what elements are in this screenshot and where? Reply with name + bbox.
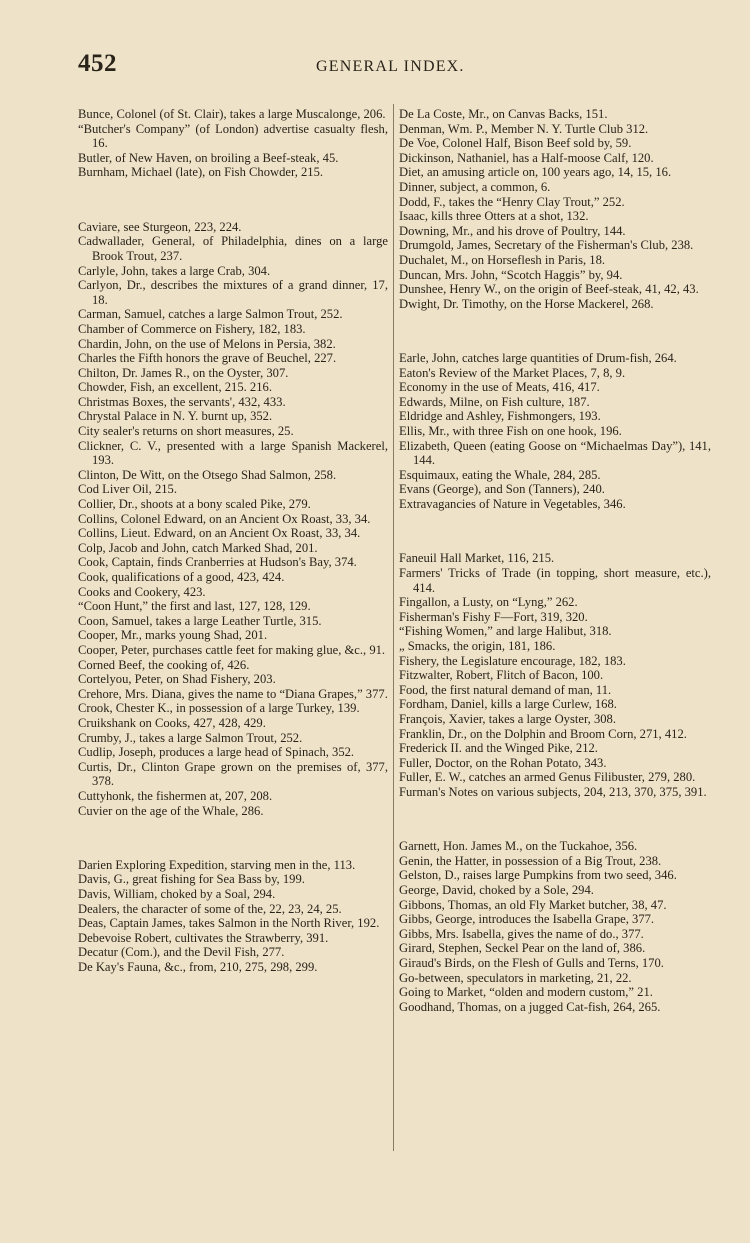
index-entry: Denman, Wm. P., Member N. Y. Turtle Club 312. [399, 121, 649, 136]
index-entry: Furman's Notes on various subjects, 204, 213, 370, 375, 391. [399, 784, 707, 799]
index-entry: “Butcher's Company” (of London) advertise casualty flesh, 16. [78, 121, 388, 151]
index-entry: Eldridge and Ashley, Fishmongers, 193. [399, 409, 601, 424]
index-entry: Darien Exploring Expedition, starving men in the, 113. [78, 857, 356, 872]
letter-section-gap [399, 812, 711, 827]
index-entry: Dodd, F., takes the “Henry Clay Trout,” 252. [399, 194, 625, 209]
index-entry: Go-between, speculators in marketing, 21, 22. [399, 970, 632, 985]
index-entry: Chrystal Palace in N. Y. burnt up, 352. [78, 409, 273, 424]
index-entry: Dinner, subject, a common, 6. [399, 179, 551, 194]
index-entry: Duchalet, M., on Horseflesh in Paris, 18. [399, 252, 606, 267]
index-entry: Crook, Chester K., in possession of a large Turkey, 139. [78, 701, 360, 716]
index-entry: Chardin, John, on the use of Melons in Persia, 382. [78, 336, 336, 351]
index-column-right [399, 107, 711, 1014]
index-entry: Gibbs, George, introduces the Isabella Grape, 377. [399, 912, 655, 927]
letter-section-gap [399, 324, 711, 339]
index-entry: Gelston, D., raises large Pumpkins from two seed, 346. [399, 868, 677, 883]
index-entry: Fuller, Doctor, on the Rohan Potato, 343. [399, 755, 607, 770]
index-entry: Ellis, Mr., with three Fish on one hook, 196. [399, 424, 622, 439]
index-entry: Cook, qualifications of a good, 423, 424. [78, 570, 285, 584]
index-entry: Cuvier on the age of the Whale, 286. [78, 803, 264, 818]
index-entry: Garnett, Hon. James M., on the Tuckahoe, 356. [399, 839, 638, 854]
index-entry: Cuttyhonk, the fishermen at, 207, 208. [78, 788, 273, 803]
letter-section-gap [399, 524, 711, 539]
index-entry: Genin, the Hatter, in possession of a Big Trout, 238. [399, 853, 662, 868]
index-entry: Carman, Samuel, catches a large Salmon Trout, 252. [78, 307, 343, 322]
index-entry: Cooks and Cookery, 423. [78, 584, 206, 599]
index-entry: Economy in the use of Meats, 416, 417. [399, 380, 600, 395]
index-entry: “Fishing Women,” and large Halibut, 318. [399, 624, 612, 639]
index-entry: Carlyle, John, takes a large Crab, 304. [78, 263, 271, 278]
index-entry: Davis, William, choked by a Soal, 294. [78, 887, 276, 902]
index-entry: Frederick II. and the Winged Pike, 212. [399, 741, 598, 756]
index-entry: Davis, G., great fishing for Sea Bass by, 199. [78, 872, 305, 887]
index-entry: City sealer's returns on short measures, 25. [78, 424, 294, 439]
index-entry: Cruikshank on Cooks, 427, 428, 429. [78, 715, 266, 730]
index-entry: Caviare, see Sturgeon, 223, 224. [78, 219, 242, 234]
index-entry: Decatur (Com.), and the Devil Fish, 277. [78, 945, 285, 960]
index-entry: Cadwallader, General, of Philadelphia, dines on a large Brook Trout, 237. [78, 234, 388, 263]
index-entry: Cod Liver Oil, 215. [78, 482, 177, 497]
index-entry: Extravagancies of Nature in Vegetables, 346. [399, 497, 626, 512]
index-entry: Edwards, Milne, on Fish culture, 187. [399, 394, 590, 409]
index-entry: Diet, an amusing article on, 100 years ago, 14, 15, 16. [399, 165, 672, 180]
index-entry: Bunce, Colonel (of St. Clair), takes a large Muscalonge, 206. [78, 107, 386, 121]
index-entry: Charles the Fifth honors the grave of Beuchel, 227. [78, 351, 337, 366]
index-entry: Cooper, Mr., marks young Shad, 201. [78, 628, 268, 643]
index-entry: Farmers' Tricks of Trade (in topping, short measure, etc.), 414. [399, 566, 711, 595]
index-entry: Crehore, Mrs. Diana, gives the name to “Diana Grapes,” 377. [78, 686, 388, 701]
index-entry: Chilton, Dr. James R., on the Oyster, 307. [78, 365, 289, 380]
index-entry: Clickner, C. V., presented with a large Spanish Mackerel, 193. [78, 438, 388, 468]
letter-section-gap [78, 193, 388, 208]
index-entry: Food, the first natural demand of man, 11. [399, 682, 612, 697]
index-entry: Coon, Samuel, takes a large Leather Turtle, 315. [78, 613, 322, 628]
index-entry: Fisherman's Fishy F—Fort, 319, 320. [399, 609, 588, 624]
index-entry: Drumgold, James, Secretary of the Fisherman's Club, 238. [399, 238, 694, 253]
running-head: GENERAL INDEX. [316, 58, 465, 75]
index-entry: Collins, Lieut. Edward, on an Ancient Ox Roast, 33, 34. [78, 526, 361, 541]
index-entry: Gibbons, Thomas, an old Fly Market butcher, 38, 47. [399, 897, 667, 912]
index-entry: Downing, Mr., and his drove of Poultry, 144. [399, 223, 626, 238]
index-entry: Evans (George), and Son (Tanners), 240. [399, 482, 605, 497]
index-entry: Fuller, E. W., catches an armed Genus Filibuster, 279, 280. [399, 770, 696, 785]
index-entry: Clinton, De Witt, on the Otsego Shad Salmon, 258. [78, 467, 337, 482]
index-column-left [78, 107, 388, 975]
index-entry: Colp, Jacob and John, catch Marked Shad, 201. [78, 540, 318, 555]
index-entry: Esquimaux, eating the Whale, 284, 285. [399, 467, 601, 482]
index-entry: Gibbs, Mrs. Isabella, gives the name of do., 377. [399, 926, 644, 941]
index-entry: Butler, of New Haven, on broiling a Beef-steak, 45. [78, 150, 339, 165]
index-entry: Giraud's Birds, on the Flesh of Gulls and Terns, 170. [399, 956, 664, 971]
index-entry: Eaton's Review of the Market Places, 7, 8, 9. [399, 365, 626, 380]
index-entry: François, Xavier, takes a large Oyster, 308. [399, 711, 616, 726]
index-entry: Fingallon, a Lusty, on “Lyng,” 262. [399, 595, 578, 610]
index-entry: Crumby, J., takes a large Salmon Trout, 252. [78, 730, 303, 745]
index-entry: Curtis, Dr., Clinton Grape grown on the premises of, 377, 378. [78, 759, 388, 789]
page-header [78, 50, 712, 84]
index-entry: Deas, Captain James, takes Salmon in the North River, 192. [78, 916, 380, 931]
index-entry: George, David, choked by a Sole, 294. [399, 883, 594, 898]
letter-section-gap [78, 831, 388, 846]
index-entry: Fishery, the Legislature encourage, 182, 183. [399, 653, 626, 668]
index-entry: Faneuil Hall Market, 116, 215. [399, 551, 555, 566]
index-entry: Franklin, Dr., on the Dolphin and Broom Corn, 271, 412. [399, 726, 687, 741]
index-entry: Cudlip, Joseph, produces a large head of Spinach, 352. [78, 745, 355, 760]
index-entry: Christmas Boxes, the servants', 432, 433. [78, 394, 286, 409]
index-entry: „ Smacks, the origin, 181, 186. [399, 638, 556, 653]
index-entry: Collins, Colonel Edward, on an Ancient Ox Roast, 33, 34. [78, 511, 371, 526]
index-entry: Cortelyou, Peter, on Shad Fishery, 203. [78, 672, 276, 687]
index-entry: Debevoise Robert, cultivates the Strawberry, 391. [78, 930, 329, 945]
index-entry: Fitzwalter, Robert, Flitch of Bacon, 100. [399, 668, 604, 683]
index-entry: Dealers, the character of some of the, 22, 23, 24, 25. [78, 901, 342, 916]
index-entry: Corned Beef, the cooking of, 426. [78, 657, 250, 672]
index-entry: Carlyon, Dr., describes the mixtures of a grand dinner, 17, 18. [78, 278, 388, 307]
index-entry: “Coon Hunt,” the first and last, 127, 128, 129. [78, 599, 311, 614]
index-entry: Goodhand, Thomas, on a jugged Cat-fish, 264, 265. [399, 999, 661, 1014]
index-entry: De Voe, Colonel Half, Bison Beef sold by, 59. [399, 136, 632, 151]
index-entry: Cooper, Peter, purchases cattle feet for making glue, &c., 91. [78, 642, 386, 657]
index-entry: Fordham, Daniel, kills a large Curlew, 168. [399, 697, 617, 712]
index-entry: Isaac, kills three Otters at a shot, 132. [399, 209, 589, 224]
index-entry: Dunshee, Henry W., on the origin of Beef-steak, 41, 42, 43. [399, 282, 699, 297]
index-entry: Burnham, Michael (late), on Fish Chowder, 215. [78, 165, 324, 180]
index-entry: Earle, John, catches large quantities of Drum-fish, 264. [399, 351, 677, 366]
index-entry: De Kay's Fauna, &c., from, 210, 275, 298, 299. [78, 960, 318, 975]
index-entry: Girard, Stephen, Seckel Pear on the land of, 386. [399, 941, 646, 956]
index-entry: Going to Market, “olden and modern custom,” 21. [399, 985, 653, 1000]
index-entry: Duncan, Mrs. John, “Scotch Haggis” by, 94. [399, 267, 623, 282]
index-entry: Dickinson, Nathaniel, has a Half-moose Calf, 120. [399, 150, 654, 165]
index-entry: Elizabeth, Queen (eating Goose on “Michaelmas Day”), 141, 144. [399, 438, 711, 468]
index-entry: Dwight, Dr. Timothy, on the Horse Mackerel, 268. [399, 296, 654, 311]
index-entry: De La Coste, Mr., on Canvas Backs, 151. [399, 107, 608, 121]
index-entry: Cook, Captain, finds Cranberries at Hudson's Bay, 374. [78, 555, 357, 570]
column-divider [393, 104, 394, 1151]
index-entry: Collier, Dr., shoots at a bony scaled Pike, 279. [78, 497, 311, 512]
index-entry: Chamber of Commerce on Fishery, 182, 183. [78, 321, 306, 336]
index-entry: Chowder, Fish, an excellent, 215. 216. [78, 380, 272, 395]
page-number: 452 [78, 50, 117, 77]
